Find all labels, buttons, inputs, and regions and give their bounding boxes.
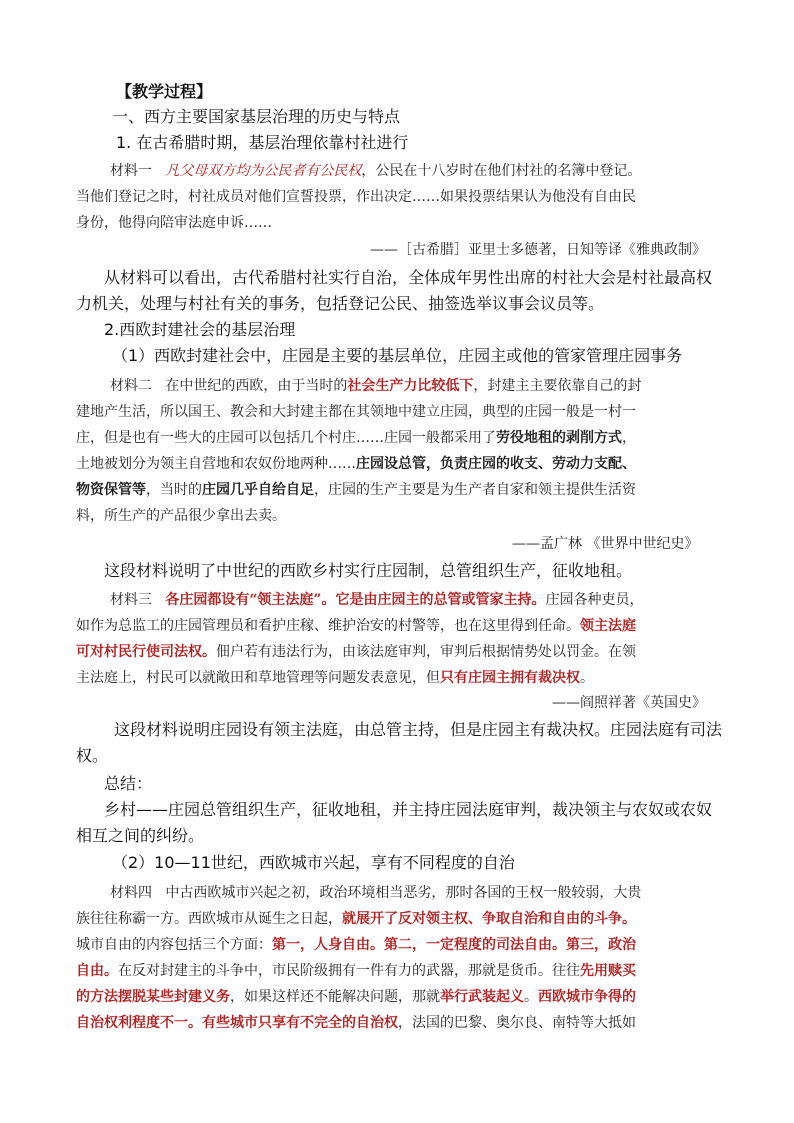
- analysis-paragraph-1-line-1: 从材料可以看出，古代希腊村社实行自治，全体成年男性出席的村社大会是村社最高权: [104, 268, 713, 287]
- section-2-subtitle-1: （1）西欧封建社会中，庄园是主要的基层单位，庄园主或他的管家管理庄园事务: [112, 346, 683, 365]
- material-2-line-6: 料，所生产的产品很少拿出去卖。: [76, 508, 286, 524]
- material-text: 佃户若有违法行为，由该法庭审判，审判后根据情势处以罚金。在领: [216, 644, 636, 660]
- material-text: 。: [524, 989, 538, 1005]
- material-1-source: ——［古希腊］亚里士多德著，日知等译《雅典政制》: [370, 242, 706, 258]
- analysis-paragraph-3-line-1: 这段材料说明庄园设有领主法庭，由总管主持，但是庄园主有裁决权。庄园法庭有司法: [114, 720, 723, 739]
- material-2-line-3: [76, 429, 636, 447]
- material-text: ，庄园的生产主要是为生产者自家和领主提供生活资: [314, 482, 636, 498]
- analysis-paragraph-1-line-2: 力机关，处理与村社有关的事务，包括登记公民、抽签选举议事会议员等。: [76, 294, 605, 313]
- emphasis-text: 举行武装起义: [440, 989, 524, 1005]
- material-3-line-3: [76, 643, 636, 661]
- emphasis-text: 就展开了反对领主权、争取自治和自由的斗争。: [342, 911, 636, 927]
- material-text: ，封建主主要依靠自己的封: [473, 378, 642, 394]
- material-text: 在中世纪的西欧，由于当时的: [165, 378, 348, 394]
- material-text: ，法国的巴黎、奥尔良、南特等大抵如: [398, 1015, 636, 1031]
- material-text: 庄园各种吏员，: [545, 592, 644, 608]
- material-text: 城市自由的内容包括三个方面：: [76, 937, 272, 953]
- section-2-title: 2.西欧封建社会的基层治理: [104, 320, 296, 339]
- material-text: ，当时的: [146, 482, 202, 498]
- emphasis-text: 只有庄园主拥有裁决权: [440, 670, 580, 686]
- summary-line-2: 相互之间的纠纷。: [76, 826, 205, 845]
- emphasis-text: 西欧城市争得的: [538, 989, 636, 1005]
- material-2-line-1: [110, 377, 641, 395]
- emphasis-text: 可对村民行使司法权。: [76, 644, 216, 660]
- material-text: ，: [622, 430, 636, 446]
- material-1-line-2: 当他们登记之时，村社成员对他们宣誓投票，作出决定……如果投票结果认为他没有自由民: [76, 189, 636, 205]
- material-text: 族往往称霸一方。西欧城市从诞生之日起，: [76, 911, 342, 927]
- emphasis-text: 物资保管等: [76, 482, 146, 498]
- material-2-line-4: [76, 455, 636, 473]
- analysis-paragraph-3-line-2: 权。: [76, 746, 109, 765]
- emphasis-text: 自由。: [76, 963, 118, 979]
- emphasis-text: 领主法庭: [580, 618, 636, 634]
- material-text: 土地被划分为领主自营地和农奴份地两种……: [76, 456, 356, 472]
- material-text: 中古西欧城市兴起之初，政治环境相当恶劣，那时各国的王权一般较弱，大贵: [165, 885, 642, 901]
- material-label: 材料二: [110, 378, 152, 394]
- emphasis-text: 第一，人身自由。第二，一定程度的司法自由。第三，政治: [272, 937, 636, 953]
- material-4-line-4: [76, 962, 636, 980]
- material-text: 在反对封建主的斗争中，市民阶级拥有一件有力的武器，那就是货币。往往: [118, 963, 580, 979]
- material-3-source: ——阎照祥著《英国史》: [552, 695, 706, 711]
- material-text: 如作为总监工的庄园管理员和看护庄稼、维护治安的村警等，也在这里得到任命。: [76, 618, 580, 634]
- material-2-source: ——孟广林 《世界中世纪史》: [512, 536, 699, 552]
- material-4-line-6: [76, 1014, 636, 1032]
- emphasis-text: 凡父母双方均为公民者有公民权: [165, 163, 362, 179]
- material-2-line-5: [76, 481, 636, 499]
- material-3-line-2: [76, 617, 636, 635]
- emphasis-text: 自治权利程度不一。有些城市只享有不完全的自治权: [76, 1015, 398, 1031]
- material-3-line-4: [76, 669, 594, 687]
- material-text: 。: [580, 670, 594, 686]
- section-heading: 【教学过程】: [116, 82, 213, 101]
- material-1-line-3: 身份，他得向陪审法庭申诉……: [76, 215, 272, 231]
- material-text: 主法庭上，村民可以就敞田和草地管理等问题发表意见，但: [76, 670, 440, 686]
- emphasis-text: 庄园设总管，负责庄园的收支、劳动力支配、: [356, 456, 636, 472]
- material-2-line-2: 建地产生活，所以国王、教会和大封建主都在其领地中建立庄园，典型的庄园一般是一村一: [76, 404, 636, 420]
- emphasis-text: 的方法摆脱某些封建义务: [76, 989, 230, 1005]
- section-title: 一、西方主要国家基层治理的历史与特点: [112, 107, 401, 126]
- material-label: 材料四: [110, 885, 152, 901]
- material-text: 庄，但是也有一些大的庄园可以包括几个村庄……庄园一般都采用了: [76, 430, 496, 446]
- material-text: ，如果这样还不能解决问题，那就: [230, 989, 440, 1005]
- summary-label: 总结：: [104, 774, 153, 793]
- emphasis-text: 庄园几乎自给自足: [202, 482, 314, 498]
- material-4-line-3: [76, 936, 636, 954]
- emphasis-text: 先用赎买: [580, 963, 636, 979]
- material-3-line-1: [110, 591, 643, 609]
- emphasis-text: 社会生产力比较低下: [347, 378, 474, 394]
- material-text: ，公民在十八岁时在他们村社的名簿中登记。: [361, 163, 642, 179]
- material-4-line-5: [76, 988, 636, 1006]
- emphasis-text: 各庄园都设有“领主法庭”。它是由庄园主的总管或管家主持。: [165, 592, 546, 608]
- analysis-paragraph-2: 这段材料说明了中世纪的西欧乡村实行庄园制，总管组织生产，征收地租。: [104, 561, 633, 580]
- emphasis-text: 劳役地租的剥削方式: [496, 430, 622, 446]
- section-2-subtitle-2: （2）10—11世纪，西欧城市兴起，享有不同程度的自治: [112, 853, 515, 872]
- material-4-line-1: [110, 884, 641, 902]
- material-1-line-1: [110, 162, 641, 180]
- material-label: 材料一: [110, 163, 152, 179]
- material-label: 材料三: [110, 592, 152, 608]
- subsection-title: 1. 在古希腊时期，基层治理依靠村社进行: [116, 133, 409, 152]
- summary-line-1: 乡村——庄园总管组织生产，征收地租，并主持庄园法庭审判，裁决领主与农奴或农奴: [104, 800, 713, 819]
- material-4-line-2: [76, 910, 636, 928]
